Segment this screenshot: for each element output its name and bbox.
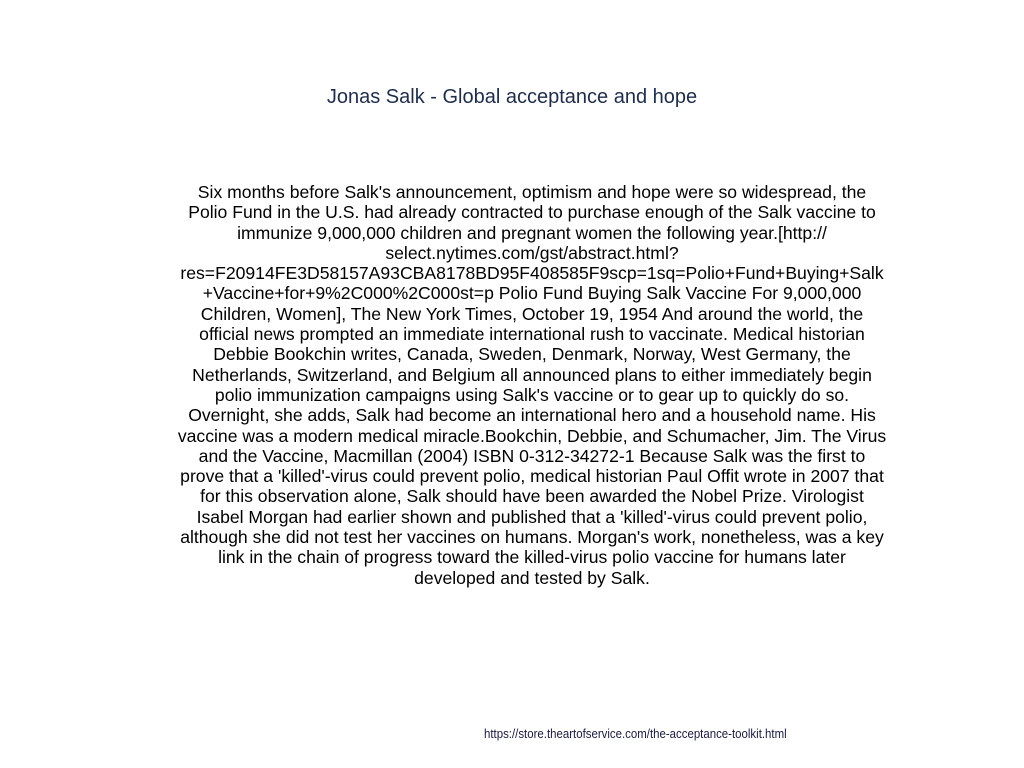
body-line: res=F20914FE3D58157A93CBA8178BD95F408585F9scp=1sq=Polio+Fund+Buying+Salk xyxy=(180,263,884,284)
body-line: Netherlands, Switzerland, and Belgium all announced plans to either immediately begin xyxy=(192,364,872,385)
body-line: official news prompted an immediate international rush to vaccinate. Medical historian xyxy=(199,324,865,345)
body-line: polio immunization campaigns using Salk's vaccine or to gear up to quickly do so. xyxy=(214,384,850,405)
body-line: vaccine was a modern medical miracle.Bookchin, Debbie, and Schumacher, Jim. The Virus xyxy=(177,425,887,446)
body-line: prove that a 'killed'-virus could prevent polio, medical historian Paul Offit wrote in 2007 that xyxy=(180,466,884,487)
body-line: although she did not test her vaccines on humans. Morgan's work, nonetheless, was a key xyxy=(180,527,884,548)
body-line: for this observation alone, Salk should have been awarded the Nobel Prize. Virologist xyxy=(200,486,864,507)
body-line: developed and tested by Salk. xyxy=(414,567,650,588)
body-line: and the Vaccine, Macmillan (2004) ISBN 0-312-34272-1 Because Salk was the first to xyxy=(198,445,866,466)
body-line: Debbie Bookchin writes, Canada, Sweden, Denmark, Norway, West Germany, the xyxy=(213,344,851,365)
body-line: Overnight, she adds, Salk had become an international hero and a household name. His xyxy=(188,405,876,426)
body-line: Six months before Salk's announcement, optimism and hope were so widespread, the xyxy=(197,182,867,202)
body-line: Polio Fund in the U.S. had already contracted to purchase enough of the Salk vaccine to xyxy=(188,202,876,223)
body-line: select.nytimes.com/gst/abstract.html? xyxy=(385,242,679,263)
body-line: +Vaccine+for+9%2C000%2C000st=p Polio Fund Buying Salk Vaccine For 9,000,000 xyxy=(202,283,862,304)
footer-source-link[interactable]: https://store.theartofservice.com/the-acceptance-toolkit.html xyxy=(484,726,787,741)
slide-body-text xyxy=(98,182,966,588)
body-line: link in the chain of progress toward the killed-virus polio vaccine for humans later xyxy=(218,547,846,568)
body-line: Children, Women], The New York Times, October 19, 1954 And around the world, the xyxy=(200,303,864,324)
body-line: Isabel Morgan had earlier shown and published that a 'killed'-virus could prevent polio, xyxy=(196,506,868,527)
body-line: immunize 9,000,000 children and pregnant women the following year.[http:// xyxy=(237,222,827,243)
slide-title: Jonas Salk - Global acceptance and hope xyxy=(326,86,698,108)
